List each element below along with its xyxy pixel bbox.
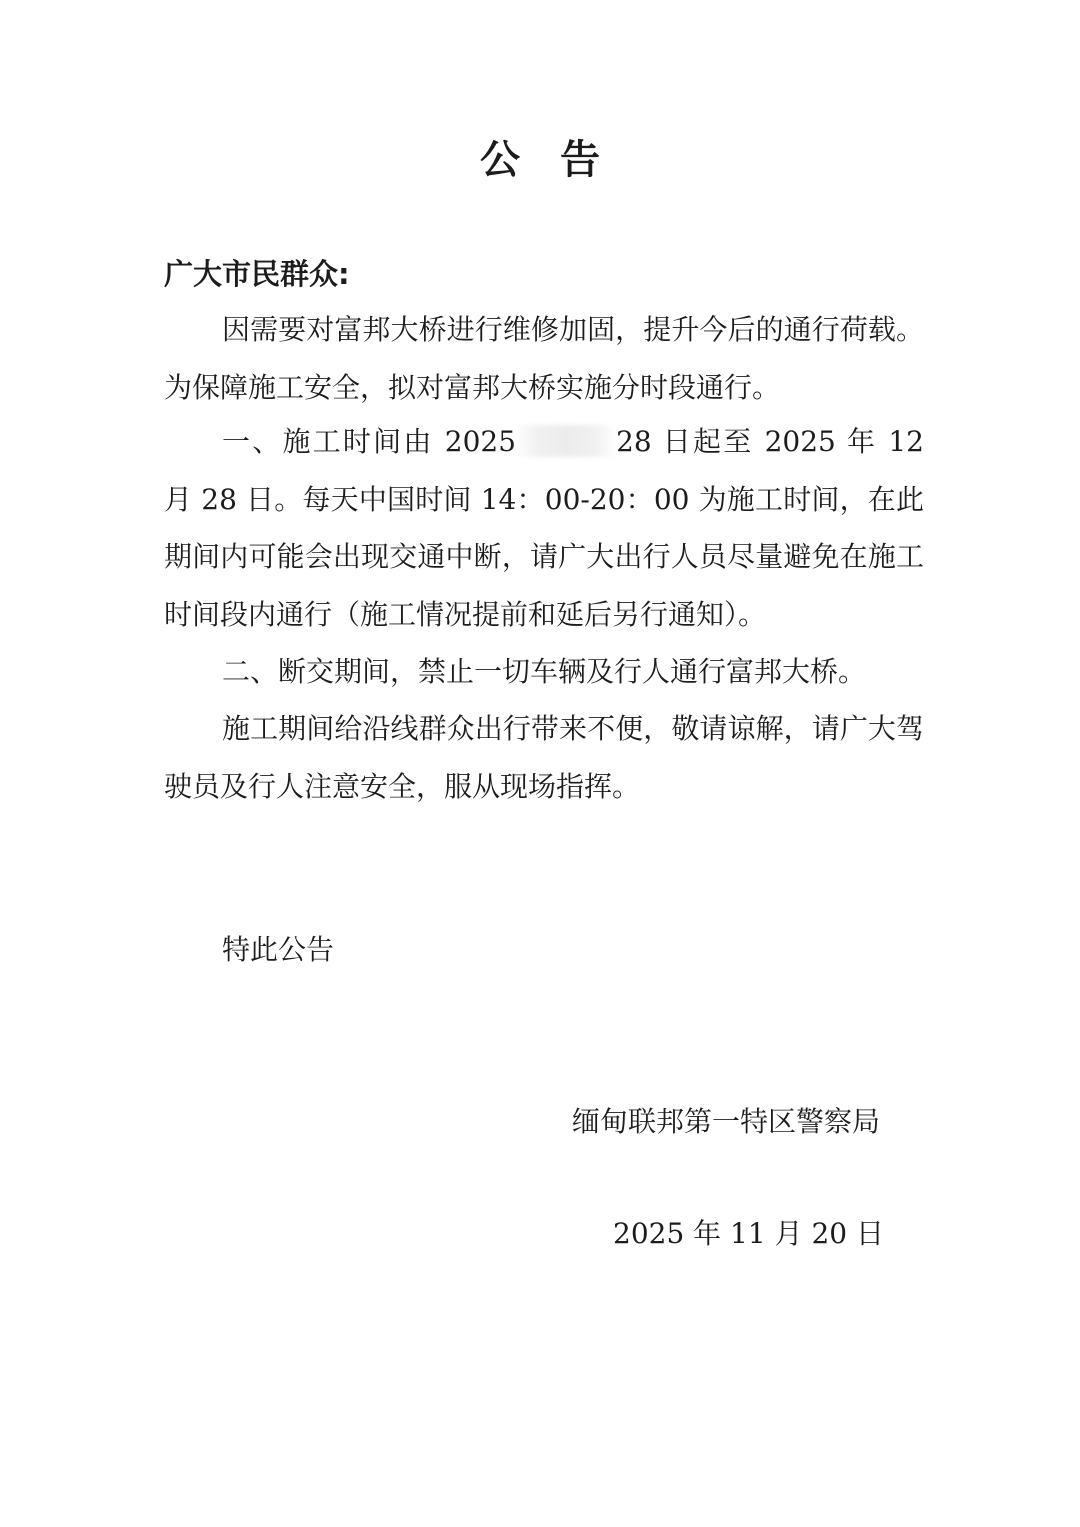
- construction-time-suffix: 28 日起至 2025 年 12 月 28 日。每天中国时间 14：00-20：00 为施工时间，在此期间内可能会出现交通中断，请广大出行人员尽量避免在施工时间段内通行（施工情况提前和延后另行通知）。: [164, 425, 924, 631]
- issue-date: 2025 年 11 月 20 日: [613, 1217, 885, 1250]
- issuer-name: 缅甸联邦第一特区警察局: [572, 1105, 881, 1138]
- salutation: 广大市民群众:: [164, 257, 350, 291]
- paragraph-intro: 因需要对富邦大桥进行维修加固，提升今后的通行荷载。为保障施工安全，拟对富邦大桥实施分时段通行。: [164, 313, 924, 404]
- paragraph-construction-time: [164, 413, 924, 643]
- paragraph-traffic-ban: 二、断交期间，禁止一切车辆及行人通行富邦大桥。: [222, 655, 867, 688]
- construction-time-prefix: 一、施工时间由 2025: [222, 425, 517, 458]
- redacted-date-blur: [516, 425, 616, 457]
- paragraph-apology: 施工期间给沿线群众出行带来不便，敬请谅解，请广大驾驶员及行人注意安全，服从现场指挥。: [164, 712, 924, 803]
- notice-title: 公告: [480, 137, 640, 183]
- closing-line: 特此公告: [222, 933, 335, 966]
